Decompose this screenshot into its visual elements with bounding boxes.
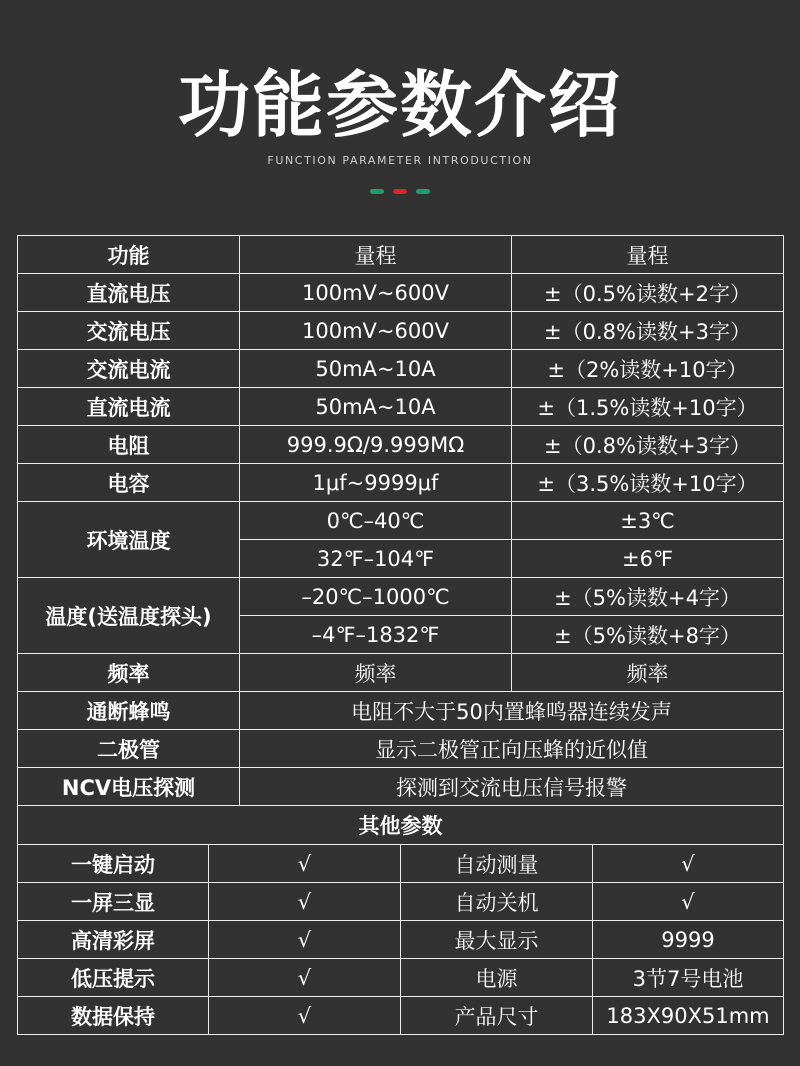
table-row xyxy=(18,464,784,502)
param-label: 一屏三显 xyxy=(18,883,209,921)
row-description: 显示二极管正向压蜂的近似值 xyxy=(240,730,784,768)
row-accuracy: ±（0.5%读数+2字） xyxy=(512,274,784,312)
table-row xyxy=(18,692,784,730)
red-dot-icon xyxy=(393,189,407,194)
row-description: 电阻不大于50内置蜂鸣器连续发声 xyxy=(240,692,784,730)
row-function: 频率 xyxy=(18,654,240,692)
row-range: 50mA~10A xyxy=(240,350,512,388)
table-row xyxy=(18,730,784,768)
row-function: 电容 xyxy=(18,464,240,502)
page-title: 功能参数介绍 xyxy=(177,63,622,147)
row-accuracy: ±（5%读数+8字） xyxy=(512,616,784,654)
decorative-dots xyxy=(370,189,432,195)
table-row xyxy=(18,426,784,464)
check-icon: √ xyxy=(209,921,401,959)
row-function: 直流电流 xyxy=(18,388,240,426)
row-range: –4℉–1832℉ xyxy=(240,616,512,654)
other-params-title: 其他参数 xyxy=(18,806,784,845)
row-range: 1μf~9999μf xyxy=(240,464,512,502)
table-row xyxy=(18,274,784,312)
table-row xyxy=(18,654,784,692)
check-icon: √ xyxy=(209,845,401,883)
row-accuracy: ±（0.8%读数+3字） xyxy=(512,426,784,464)
page-subtitle: FUNCTION PARAMETER INTRODUCTION xyxy=(267,154,533,167)
param-label: 最大显示 xyxy=(401,921,593,959)
row-accuracy: ±（0.8%读数+3字） xyxy=(512,312,784,350)
table-row xyxy=(18,578,784,616)
row-function: 直流电压 xyxy=(18,274,240,312)
check-icon: √ xyxy=(209,883,401,921)
param-value: 9999 xyxy=(593,921,784,959)
header-accuracy: 量程 xyxy=(512,236,784,274)
param-label: 自动关机 xyxy=(401,883,593,921)
check-icon: √ xyxy=(209,959,401,997)
row-function: 环境温度 xyxy=(18,502,240,578)
check-icon: √ xyxy=(209,997,401,1035)
row-range: 100mV~600V xyxy=(240,312,512,350)
row-function: NCV电压探测 xyxy=(18,768,240,806)
table-row xyxy=(18,921,784,959)
row-accuracy: 频率 xyxy=(512,654,784,692)
row-range: 100mV~600V xyxy=(240,274,512,312)
table-row xyxy=(18,845,784,883)
row-range: 50mA~10A xyxy=(240,388,512,426)
row-function: 交流电压 xyxy=(18,312,240,350)
table-row xyxy=(18,350,784,388)
param-value: 3节7号电池 xyxy=(593,959,784,997)
row-description: 探测到交流电压信号报警 xyxy=(240,768,784,806)
row-range: –20℃–1000℃ xyxy=(240,578,512,616)
row-accuracy: ±3℃ xyxy=(512,502,784,540)
param-label: 高清彩屏 xyxy=(18,921,209,959)
other-params-table xyxy=(17,844,784,1035)
section-title-row xyxy=(18,806,784,845)
header-function: 功能 xyxy=(18,236,240,274)
param-label: 产品尺寸 xyxy=(401,997,593,1035)
param-value: 183X90X51mm xyxy=(593,997,784,1035)
table-row xyxy=(18,312,784,350)
table-row xyxy=(18,768,784,806)
table-row xyxy=(18,997,784,1035)
table-row xyxy=(18,883,784,921)
check-icon: √ xyxy=(593,883,784,921)
param-label: 一键启动 xyxy=(18,845,209,883)
row-range: 频率 xyxy=(240,654,512,692)
row-range: 999.9Ω/9.999MΩ xyxy=(240,426,512,464)
table-row xyxy=(18,502,784,540)
row-function: 交流电流 xyxy=(18,350,240,388)
header-range: 量程 xyxy=(240,236,512,274)
param-label: 自动测量 xyxy=(401,845,593,883)
green-dot-icon xyxy=(416,189,430,194)
table-row xyxy=(18,388,784,426)
param-label: 数据保持 xyxy=(18,997,209,1035)
row-function: 温度(送温度探头) xyxy=(18,578,240,654)
check-icon: √ xyxy=(593,845,784,883)
row-range: 0℃–40℃ xyxy=(240,502,512,540)
row-accuracy: ±（3.5%读数+10字） xyxy=(512,464,784,502)
row-range: 32℉–104℉ xyxy=(240,540,512,578)
param-label: 低压提示 xyxy=(18,959,209,997)
row-function: 通断蜂鸣 xyxy=(18,692,240,730)
row-accuracy: ±（1.5%读数+10字） xyxy=(512,388,784,426)
row-accuracy: ±6℉ xyxy=(512,540,784,578)
table-header-row xyxy=(18,236,784,274)
green-dot-icon xyxy=(370,189,384,194)
row-function: 电阻 xyxy=(18,426,240,464)
row-accuracy: ±（5%读数+4字） xyxy=(512,578,784,616)
table-row xyxy=(18,959,784,997)
spec-table xyxy=(17,235,784,845)
row-accuracy: ±（2%读数+10字） xyxy=(512,350,784,388)
row-function: 二极管 xyxy=(18,730,240,768)
param-label: 电源 xyxy=(401,959,593,997)
